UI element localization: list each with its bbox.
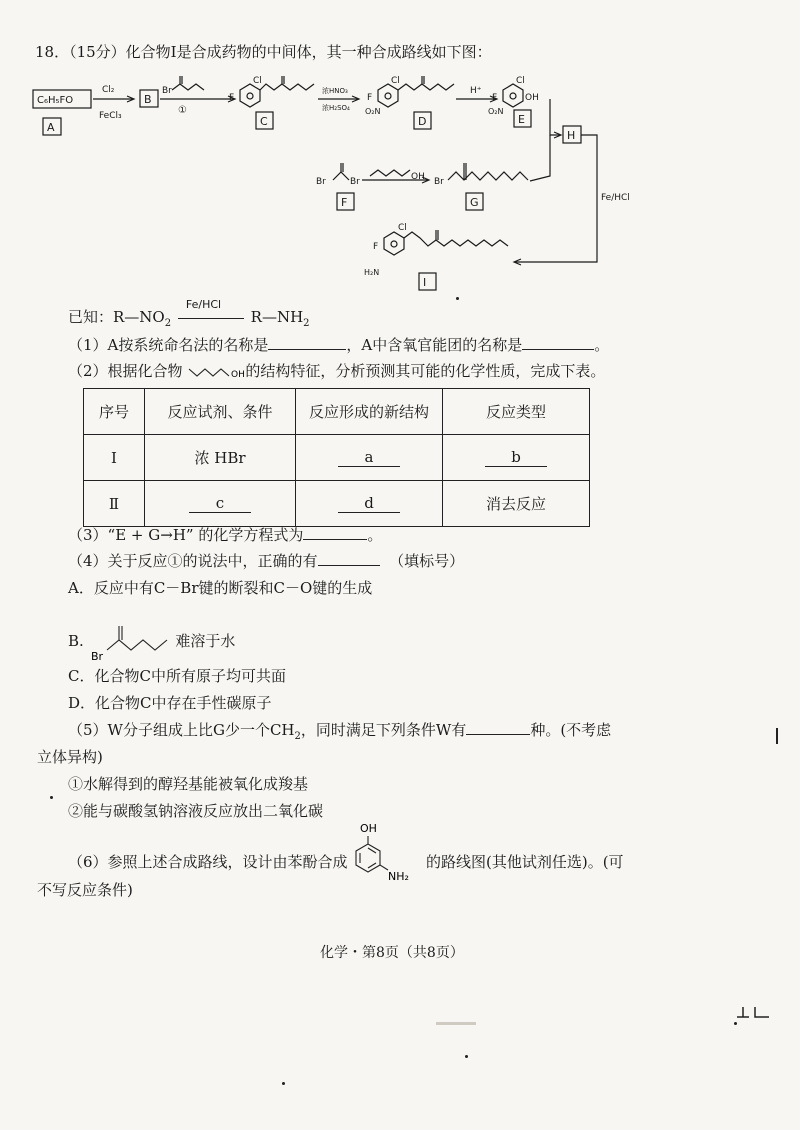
q4-text-a: （4）关于反应①的说法中，正确的有 — [68, 552, 318, 570]
question-4 — [68, 551, 464, 571]
label-f: F — [341, 196, 348, 209]
atom-f: F — [492, 93, 498, 103]
hydroxyl-group: OH — [360, 822, 377, 835]
nitro-group: O₂N — [488, 107, 504, 116]
compound-e-structure — [503, 84, 523, 107]
known-fact: 已知：$R—NO_2$ Fe/HCl $R—NH_2$ — [68, 307, 310, 334]
scan-speck — [282, 1082, 285, 1085]
table-header-row — [84, 389, 590, 435]
table-cell-blank-b[interactable]: b — [443, 435, 590, 481]
option-c: C．化合物C中所有原子均可共面 — [68, 667, 286, 685]
compound-a-formula: C₆H₅FO — [37, 95, 74, 106]
q6-text-c: 不写反应条件) — [37, 881, 133, 899]
table-row — [84, 435, 590, 481]
atom-f: F — [373, 242, 379, 252]
q5-text-b: ，同时满足下列条件W有 — [300, 721, 467, 739]
q5-blank[interactable] — [466, 720, 530, 735]
amino-group: H₂N — [364, 268, 380, 277]
atom-f: F — [229, 93, 235, 103]
reagent-cl2: Cl₂ — [102, 85, 115, 95]
table-header: 反应试剂、条件 — [145, 389, 296, 435]
question-1 — [68, 335, 609, 355]
q6-text-a: （6）参照上述合成路线，设计由苯酚合成 — [68, 853, 348, 871]
hydroxyl-group: OH — [411, 172, 425, 182]
label-a: A — [47, 121, 55, 134]
corner-scan-mark — [735, 1005, 775, 1025]
table-cell: 浓 HBr — [145, 435, 296, 481]
table-cell-blank-a[interactable]: a — [296, 435, 443, 481]
option-a: A．反应中有C－Br键的断裂和C－O键的生成 — [68, 579, 373, 597]
atom-br: Br — [434, 177, 444, 187]
atom-cl: Cl — [516, 76, 525, 86]
q5-condition-1: ①水解得到的醇羟基能被氧化成羧基 — [68, 775, 309, 793]
option-d: D．化合物C中存在手性碳原子 — [68, 694, 272, 712]
label-i: I — [423, 276, 427, 289]
q4-blank[interactable] — [318, 551, 380, 566]
atom-cl: Cl — [253, 76, 262, 86]
known-reactant: 已知：R—NO — [68, 308, 165, 326]
reagent-hno3: 浓HNO₃ — [322, 87, 348, 95]
reagent-fe-hcl: Fe/HCl — [601, 193, 630, 203]
page-footer: 化学・第8页（共8页） — [320, 945, 464, 961]
table-header: 序号 — [84, 389, 145, 435]
compound-g-structure — [448, 172, 528, 180]
question-header: 18．（15分）化合物Ⅰ是合成药物的中间体，其一种合成路线如下图： — [35, 43, 492, 61]
table-cell: Ⅱ — [84, 481, 145, 527]
q1-blank-2[interactable] — [522, 335, 594, 350]
label-c: C — [260, 115, 268, 128]
reagent-h2so4: 浓H₂SO₄ — [322, 104, 350, 112]
hexanol-reagent — [370, 170, 410, 176]
q2-text-b: 的结构特征，分析预测其可能的化学性质，完成下表。 — [245, 362, 606, 380]
question-3 — [68, 525, 382, 545]
compound-c-structure — [240, 84, 260, 107]
q5-text-a: （5）W分子组成上比G少一个CH — [68, 721, 295, 739]
hydroxyl-group: OH — [231, 370, 246, 380]
compound-f-structure — [333, 172, 349, 180]
scan-smudge — [436, 1022, 476, 1025]
table-header: 反应形成的新结构 — [296, 389, 443, 435]
q2-text-a: （2）根据化合物 — [68, 362, 183, 380]
known-reagent: Fe/HCl — [185, 298, 222, 311]
known-product: R—NH — [250, 308, 304, 326]
q1-blank-1[interactable] — [268, 335, 346, 350]
reaction-table — [83, 388, 590, 527]
step-one-mark: ① — [178, 105, 187, 116]
label-b: B — [144, 93, 152, 106]
table-header: 反应类型 — [443, 389, 590, 435]
q1-text-b: ，A中含氧官能团的名称是 — [346, 336, 523, 354]
atom-br: Br — [90, 650, 103, 662]
label-g: G — [470, 196, 479, 209]
option-b-label: B. — [68, 632, 84, 650]
q5-continuation: 立体异构) — [37, 748, 103, 766]
question-2 — [68, 361, 605, 381]
hydroxyl-group: OH — [525, 93, 539, 103]
scan-speck — [465, 1055, 468, 1058]
table-cell: Ⅰ — [84, 435, 145, 481]
nitro-group: O₂N — [365, 107, 381, 116]
bromoester-reagent — [172, 76, 204, 90]
q5-condition-2: ②能与碳酸氢钠溶液反应放出二氧化碳 — [68, 802, 324, 820]
amino-group: NH₂ — [388, 870, 409, 883]
label-i-box — [419, 273, 436, 290]
aminophenol-structure — [342, 820, 422, 890]
option-b-text: 难溶于水 — [175, 632, 236, 650]
question-5: （5）W分子组成上比G少一个$CH_2$，同时满足下列条件W有 种。(不考虑 — [68, 721, 612, 742]
scan-speck — [50, 796, 53, 799]
q5-text-c: 种。(不考虑 — [530, 721, 612, 739]
q1-text-c: 。 — [594, 336, 610, 354]
table-row — [84, 481, 590, 527]
label-e: E — [518, 113, 525, 126]
bromoester-structure — [89, 622, 171, 662]
table-cell-blank-c[interactable]: c — [145, 481, 296, 527]
scan-mark — [776, 728, 778, 744]
butanol-structure — [187, 364, 245, 380]
label-d: D — [418, 115, 427, 128]
option-b — [68, 622, 235, 662]
q1-text-a: （1）A按系统命名法的名称是 — [68, 336, 269, 354]
atom-cl: Cl — [391, 76, 400, 86]
label-h: H — [567, 129, 576, 142]
reagent-fecl3: FeCl₃ — [99, 111, 122, 121]
atom-f: F — [367, 93, 373, 103]
scan-speck — [456, 297, 459, 300]
table-cell: 消去反应 — [443, 481, 590, 527]
atom-br: Br — [162, 86, 172, 96]
reagent-acid: H⁺ — [470, 86, 482, 96]
q3-text-a: （3）“E + G→H” 的化学方程式为 — [68, 526, 304, 544]
question-6 — [68, 852, 348, 872]
table-cell-blank-d[interactable]: d — [296, 481, 443, 527]
atom-cl: Cl — [398, 223, 407, 233]
q3-text-b: 。 — [367, 526, 383, 544]
compound-i-structure — [384, 232, 404, 255]
q6-text-b: 的路线图(其他试剂任选)。(可 — [426, 853, 624, 871]
atom-br: Br — [316, 177, 326, 187]
q3-blank[interactable] — [303, 525, 367, 540]
compound-d-structure — [378, 84, 398, 107]
atom-br: Br — [350, 177, 360, 187]
q4-text-b: （填标号） — [389, 552, 465, 570]
